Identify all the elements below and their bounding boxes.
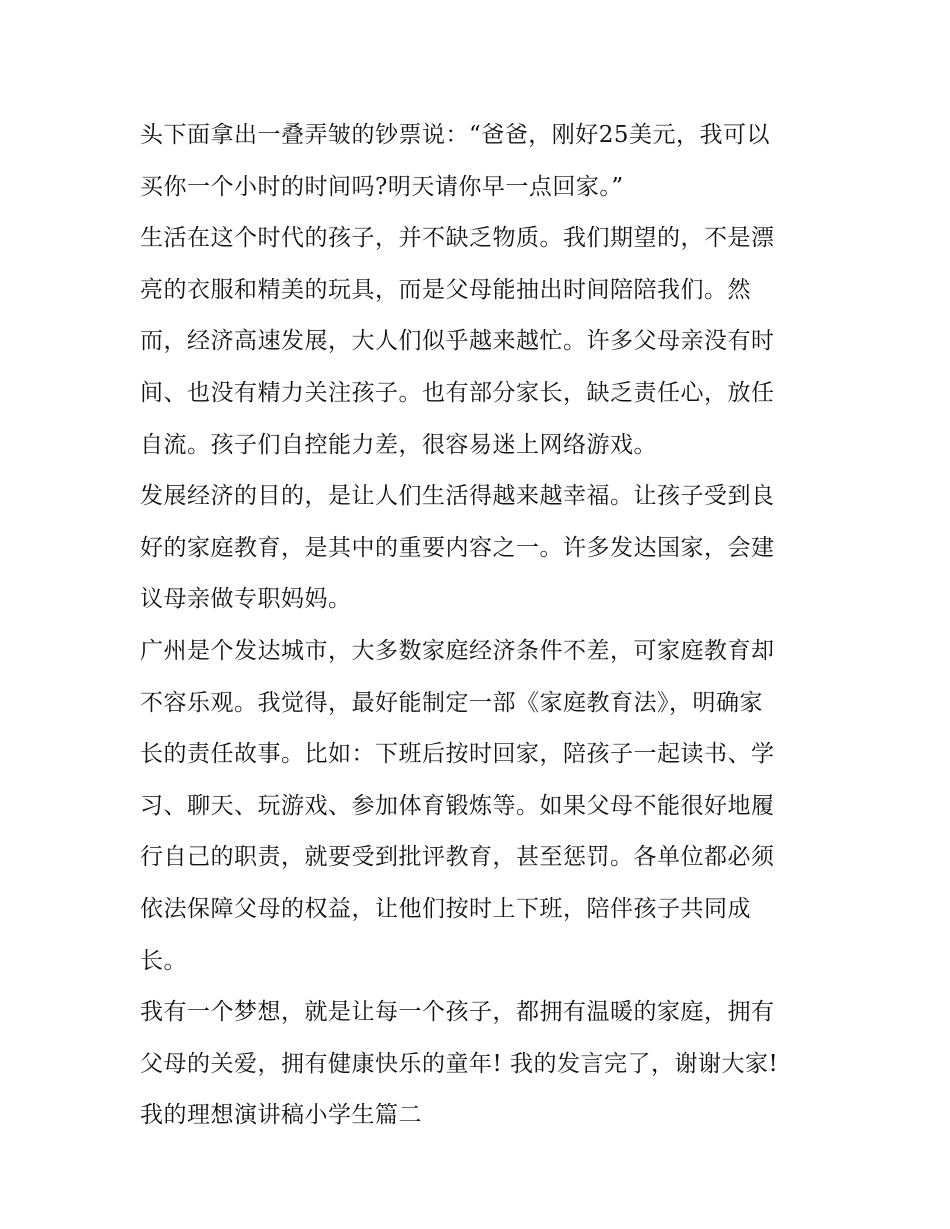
text-line: 我有一个梦想，就是让每一个孩子，都拥有温暖的家庭，拥有 <box>140 999 775 1026</box>
section-heading: 我的理想演讲稿小学生篇二 <box>140 1102 422 1129</box>
text-line: 行自己的职责，就要受到批评教育，甚至惩罚。各单位都必须 <box>140 844 775 871</box>
text-line: 自流。孩子们自控能力差，很容易迷上网络游戏。 <box>140 431 657 458</box>
text-line: 广州是个发达城市，大多数家庭经济条件不差，可家庭教育却 <box>140 637 775 664</box>
text-line: 头下面拿出一叠弄皱的钞票说：“爸爸，刚好25美元，我可以 <box>140 122 771 148</box>
document-body <box>140 110 820 1142</box>
text-line: 生活在这个时代的孩子，并不缺乏物质。我们期望的，不是漂 <box>140 225 775 252</box>
text-line: 长。 <box>140 947 187 974</box>
text-line: 习、聊天、玩游戏、参加体育锻炼等。如果父母不能很好地履 <box>140 792 775 819</box>
text-line: 发展经济的目的，是让人们生活得越来越幸福。让孩子受到良 <box>140 483 775 510</box>
text-line: 亮的衣服和精美的玩具，而是父母能抽出时间陪陪我们。然 <box>140 276 751 303</box>
text-line: 买你一个小时的时间吗?明天请你早一点回家。” <box>140 173 624 200</box>
text-line: 间、也没有精力关注孩子。也有部分家长，缺乏责任心，放任 <box>140 379 775 406</box>
text-line: 依法保障父母的权益，让他们按时上下班，陪伴孩子共同成 <box>140 895 751 922</box>
text-line: 不容乐观。我觉得，最好能制定一部《家庭教育法》，明确家 <box>140 689 763 716</box>
text-line: 议母亲做专职妈妈。 <box>140 586 352 613</box>
text-line: 好的家庭教育，是其中的重要内容之一。许多发达国家，会建 <box>140 534 775 561</box>
text-line: 而，经济高速发展，大人们似乎越来越忙。许多父母亲没有时 <box>140 328 775 355</box>
text-line: 父母的关爱，拥有健康快乐的童年! 我的发言完了，谢谢大家! <box>140 1050 779 1077</box>
text-line: 长的责任故事。比如：下班后按时回家，陪孩子一起读书、学 <box>140 741 775 768</box>
